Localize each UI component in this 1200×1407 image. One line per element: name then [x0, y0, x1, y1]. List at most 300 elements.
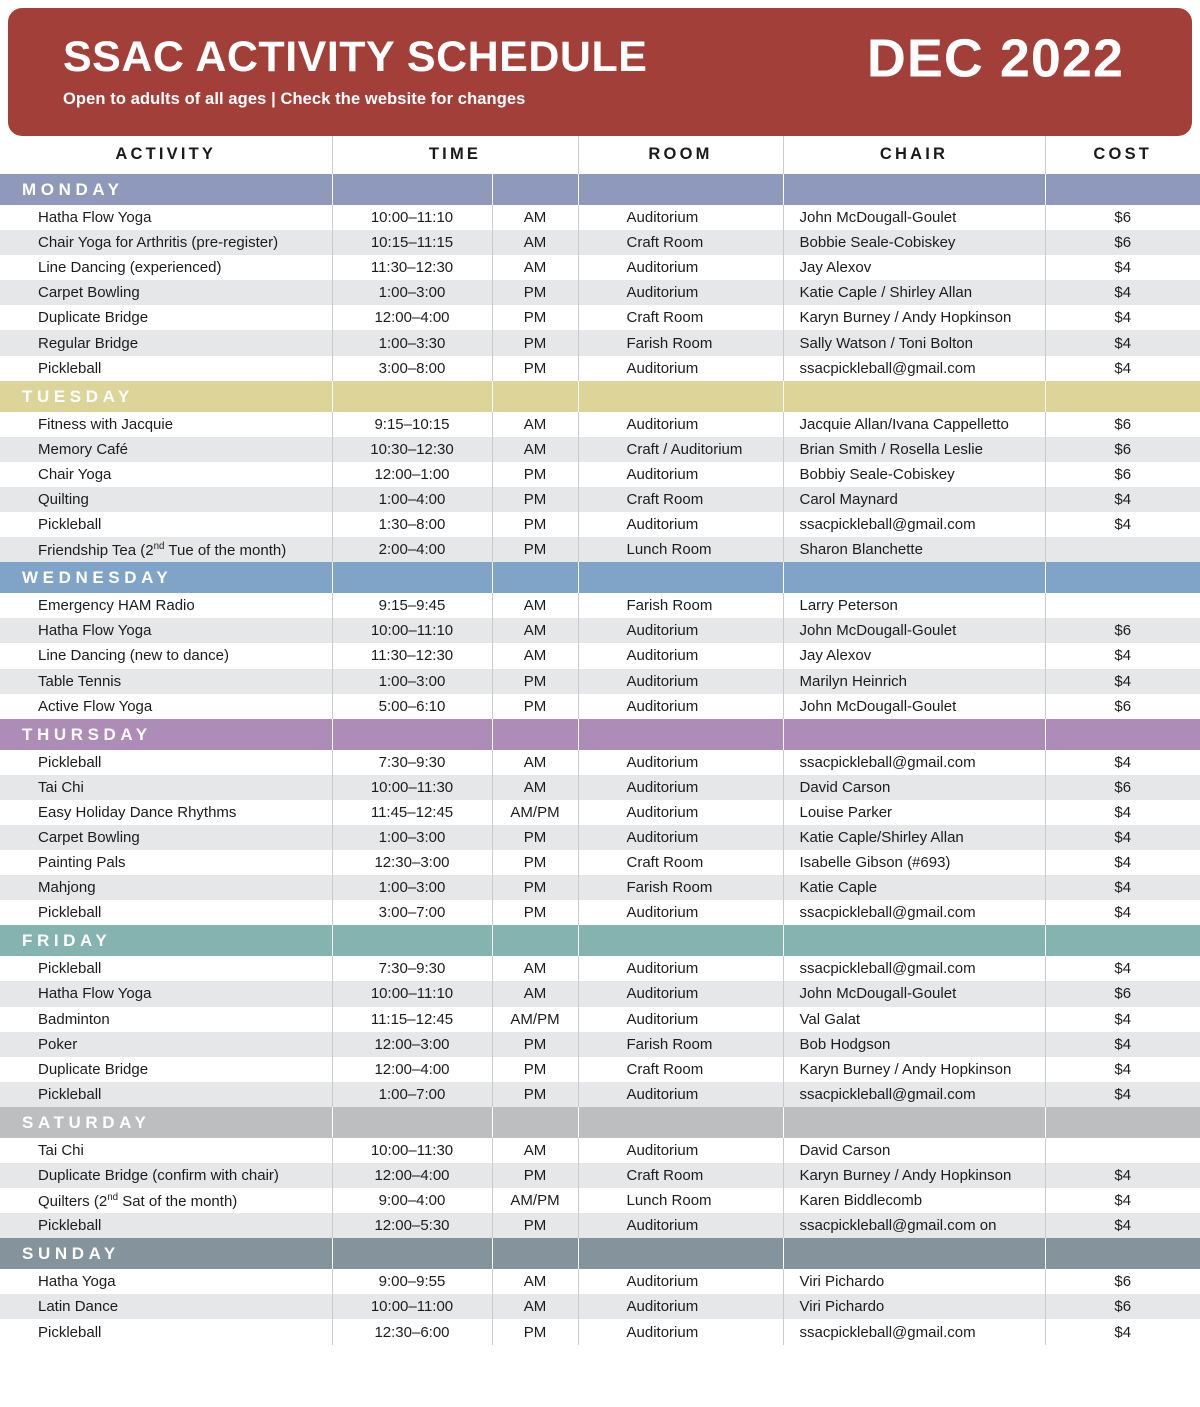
table-row: [0, 280, 1200, 305]
table-row: [0, 512, 1200, 537]
cell-ampm: PM: [492, 1032, 578, 1057]
cell-ampm: PM: [492, 1163, 578, 1188]
cell-activity: Table Tennis: [0, 669, 332, 694]
cell-chair: John McDougall-Goulet: [783, 618, 1045, 643]
cell-time: 12:00–3:00: [332, 1032, 492, 1057]
cell-cost: $4: [1045, 305, 1200, 330]
cell-chair: Karen Biddlecomb: [783, 1188, 1045, 1213]
cell-ampm: AM: [492, 255, 578, 280]
cell-chair: ssacpickleball@gmail.com: [783, 956, 1045, 981]
cell-activity: Pickleball: [0, 1213, 332, 1238]
day-header-filler: [332, 381, 492, 412]
cell-time: 3:00–7:00: [332, 900, 492, 925]
table-row: [0, 255, 1200, 280]
day-header-filler: [783, 719, 1045, 750]
cell-activity: Hatha Flow Yoga: [0, 981, 332, 1006]
cell-activity: Mahjong: [0, 875, 332, 900]
cell-cost: $6: [1045, 775, 1200, 800]
cell-time: 11:30–12:30: [332, 643, 492, 668]
table-row: [0, 900, 1200, 925]
cell-cost: $4: [1045, 825, 1200, 850]
day-header-row: [0, 1107, 1200, 1138]
cell-activity: Regular Bridge: [0, 330, 332, 355]
cell-room: Craft Room: [578, 305, 783, 330]
day-label: SUNDAY: [22, 1244, 120, 1264]
day-header-filler: [492, 1238, 578, 1269]
table-row: [0, 1188, 1200, 1213]
cell-cost: $4: [1045, 643, 1200, 668]
cell-room: Auditorium: [578, 280, 783, 305]
day-header-filler: [492, 381, 578, 412]
cell-room: Craft / Auditorium: [578, 437, 783, 462]
cell-time: 1:00–3:00: [332, 825, 492, 850]
cell-ampm: PM: [492, 850, 578, 875]
activity-schedule-table: [0, 136, 1200, 1345]
table-row: [0, 205, 1200, 230]
cell-activity: Carpet Bowling: [0, 825, 332, 850]
cell-activity: Chair Yoga for Arthritis (pre-register): [0, 230, 332, 255]
cell-activity: Memory Café: [0, 437, 332, 462]
cell-cost: $4: [1045, 1319, 1200, 1344]
day-header-row: [0, 381, 1200, 412]
cell-ampm: PM: [492, 1057, 578, 1082]
day-header-row: [0, 562, 1200, 593]
day-header-filler: [783, 174, 1045, 205]
cell-activity: Badminton: [0, 1007, 332, 1032]
cell-activity: Painting Pals: [0, 850, 332, 875]
cell-activity: Pickleball: [0, 750, 332, 775]
cell-activity: Quilting: [0, 487, 332, 512]
table-row: [0, 437, 1200, 462]
day-name-cell: [0, 1107, 332, 1138]
cell-room: Auditorium: [578, 1294, 783, 1319]
cell-time: 9:15–9:45: [332, 593, 492, 618]
cell-time: 12:00–4:00: [332, 1163, 492, 1188]
table-row: [0, 956, 1200, 981]
cell-activity: Pickleball: [0, 956, 332, 981]
cell-chair: ssacpickleball@gmail.com: [783, 512, 1045, 537]
table-row: [0, 850, 1200, 875]
cell-room: Auditorium: [578, 750, 783, 775]
cell-room: Craft Room: [578, 230, 783, 255]
cell-activity: Friendship Tea (2nd Tue of the month): [0, 537, 332, 562]
cell-ampm: PM: [492, 356, 578, 381]
cell-ampm: AM: [492, 643, 578, 668]
cell-activity: Line Dancing (experienced): [0, 255, 332, 280]
day-header-filler: [492, 174, 578, 205]
cell-ampm: AM: [492, 618, 578, 643]
day-header-filler: [1045, 174, 1200, 205]
day-header-filler: [332, 1238, 492, 1269]
cell-cost: $4: [1045, 875, 1200, 900]
table-row: [0, 230, 1200, 255]
cell-time: 1:00–4:00: [332, 487, 492, 512]
cell-ampm: PM: [492, 462, 578, 487]
cell-ampm: AM: [492, 750, 578, 775]
cell-ampm: PM: [492, 1319, 578, 1344]
cell-time: 10:30–12:30: [332, 437, 492, 462]
cell-ampm: PM: [492, 875, 578, 900]
cell-room: Farish Room: [578, 593, 783, 618]
table-row: [0, 1032, 1200, 1057]
cell-ampm: AM/PM: [492, 1188, 578, 1213]
cell-room: Auditorium: [578, 1269, 783, 1294]
cell-cost: $6: [1045, 618, 1200, 643]
cell-cost: $6: [1045, 437, 1200, 462]
banner-text-block: [8, 35, 647, 108]
cell-cost: $6: [1045, 205, 1200, 230]
cell-ampm: AM: [492, 775, 578, 800]
cell-ampm: AM: [492, 230, 578, 255]
cell-chair: ssacpickleball@gmail.com: [783, 750, 1045, 775]
cell-time: 12:00–5:30: [332, 1213, 492, 1238]
cell-room: Auditorium: [578, 1082, 783, 1107]
cell-chair: David Carson: [783, 1138, 1045, 1163]
cell-ampm: PM: [492, 825, 578, 850]
cell-cost: $4: [1045, 330, 1200, 355]
cell-activity: Hatha Flow Yoga: [0, 205, 332, 230]
cell-activity: Pickleball: [0, 512, 332, 537]
cell-ampm: PM: [492, 280, 578, 305]
day-header-filler: [332, 719, 492, 750]
cell-cost: $4: [1045, 1213, 1200, 1238]
cell-room: Auditorium: [578, 1213, 783, 1238]
cell-chair: Marilyn Heinrich: [783, 669, 1045, 694]
cell-ampm: AM: [492, 981, 578, 1006]
cell-room: Farish Room: [578, 1032, 783, 1057]
cell-chair: ssacpickleball@gmail.com: [783, 900, 1045, 925]
cell-room: Auditorium: [578, 618, 783, 643]
cell-activity: Poker: [0, 1032, 332, 1057]
cell-activity: Line Dancing (new to dance): [0, 643, 332, 668]
table-row: [0, 1007, 1200, 1032]
cell-room: Auditorium: [578, 462, 783, 487]
day-header-filler: [1045, 562, 1200, 593]
table-row: [0, 775, 1200, 800]
cell-time: 2:00–4:00: [332, 537, 492, 562]
day-header-filler: [1045, 925, 1200, 956]
table-row: [0, 412, 1200, 437]
cell-activity: Duplicate Bridge: [0, 1057, 332, 1082]
day-header-filler: [332, 562, 492, 593]
cell-cost: [1045, 593, 1200, 618]
cell-time: 1:30–8:00: [332, 512, 492, 537]
day-name-cell: [0, 1238, 332, 1269]
day-header-filler: [1045, 1238, 1200, 1269]
cell-cost: $4: [1045, 512, 1200, 537]
day-name-cell: [0, 381, 332, 412]
table-row: [0, 875, 1200, 900]
day-header-filler: [492, 562, 578, 593]
cell-activity: Easy Holiday Dance Rhythms: [0, 800, 332, 825]
table-row: [0, 487, 1200, 512]
cell-chair: ssacpickleball@gmail.com: [783, 1319, 1045, 1344]
cell-cost: $4: [1045, 800, 1200, 825]
table-row: [0, 1294, 1200, 1319]
cell-ampm: AM: [492, 956, 578, 981]
cell-activity: Duplicate Bridge: [0, 305, 332, 330]
cell-time: 1:00–7:00: [332, 1082, 492, 1107]
cell-time: 1:00–3:30: [332, 330, 492, 355]
cell-chair: ssacpickleball@gmail.com on: [783, 1213, 1045, 1238]
cell-time: 1:00–3:00: [332, 875, 492, 900]
day-header-filler: [578, 719, 783, 750]
cell-time: 10:15–11:15: [332, 230, 492, 255]
day-header-filler: [1045, 381, 1200, 412]
table-row: [0, 1082, 1200, 1107]
cell-room: Auditorium: [578, 255, 783, 280]
cell-room: Lunch Room: [578, 537, 783, 562]
cell-chair: Val Galat: [783, 1007, 1045, 1032]
cell-ampm: AM/PM: [492, 800, 578, 825]
day-header-filler: [578, 174, 783, 205]
cell-ampm: PM: [492, 900, 578, 925]
cell-cost: $6: [1045, 694, 1200, 719]
cell-room: Auditorium: [578, 412, 783, 437]
cell-room: Auditorium: [578, 825, 783, 850]
cell-chair: Bob Hodgson: [783, 1032, 1045, 1057]
table-row: [0, 593, 1200, 618]
banner-subtitle: Open to adults of all ages | Check the website for changes: [63, 89, 526, 108]
day-header-filler: [492, 719, 578, 750]
day-header-filler: [492, 1107, 578, 1138]
cell-room: Auditorium: [578, 1007, 783, 1032]
day-header-filler: [492, 925, 578, 956]
day-label: WEDNESDAY: [22, 568, 173, 588]
schedule-body: [0, 174, 1200, 1345]
cell-activity: Quilters (2nd Sat of the month): [0, 1188, 332, 1213]
cell-ampm: PM: [492, 305, 578, 330]
cell-room: Auditorium: [578, 900, 783, 925]
table-row: [0, 1057, 1200, 1082]
cell-time: 12:30–3:00: [332, 850, 492, 875]
month-label: DEC 2022: [866, 28, 1124, 89]
cell-time: 10:00–11:00: [332, 1294, 492, 1319]
cell-ampm: AM: [492, 1294, 578, 1319]
day-header-row: [0, 719, 1200, 750]
cell-room: Farish Room: [578, 875, 783, 900]
cell-room: Craft Room: [578, 487, 783, 512]
cell-cost: $6: [1045, 412, 1200, 437]
cell-chair: Karyn Burney / Andy Hopkinson: [783, 305, 1045, 330]
cell-time: 10:00–11:10: [332, 981, 492, 1006]
cell-activity: Hatha Yoga: [0, 1269, 332, 1294]
cell-ampm: AM: [492, 437, 578, 462]
cell-chair: Carol Maynard: [783, 487, 1045, 512]
column-header-room: ROOM: [578, 136, 783, 174]
table-row: [0, 981, 1200, 1006]
table-row: [0, 1269, 1200, 1294]
cell-cost: $4: [1045, 255, 1200, 280]
column-header-activity: ACTIVITY: [0, 136, 332, 174]
day-header-filler: [1045, 1107, 1200, 1138]
cell-chair: Brian Smith / Rosella Leslie: [783, 437, 1045, 462]
day-label: THURSDAY: [22, 724, 152, 744]
cell-cost: $4: [1045, 956, 1200, 981]
table-row: [0, 694, 1200, 719]
table-row: [0, 462, 1200, 487]
cell-ampm: AM: [492, 412, 578, 437]
cell-time: 3:00–8:00: [332, 356, 492, 381]
cell-time: 7:30–9:30: [332, 956, 492, 981]
cell-cost: $4: [1045, 750, 1200, 775]
cell-chair: Viri Pichardo: [783, 1269, 1045, 1294]
cell-room: Auditorium: [578, 800, 783, 825]
day-header-row: [0, 174, 1200, 205]
table-row: [0, 825, 1200, 850]
table-row: [0, 800, 1200, 825]
cell-ampm: PM: [492, 330, 578, 355]
day-label: MONDAY: [22, 180, 124, 199]
cell-time: 5:00–6:10: [332, 694, 492, 719]
cell-activity: Duplicate Bridge (confirm with chair): [0, 1163, 332, 1188]
cell-cost: $6: [1045, 462, 1200, 487]
cell-cost: [1045, 1138, 1200, 1163]
cell-ampm: AM: [492, 205, 578, 230]
day-header-filler: [578, 925, 783, 956]
table-row: [0, 356, 1200, 381]
cell-time: 11:30–12:30: [332, 255, 492, 280]
cell-cost: $6: [1045, 1269, 1200, 1294]
cell-chair: Jay Alexov: [783, 643, 1045, 668]
day-header-row: [0, 925, 1200, 956]
cell-room: Auditorium: [578, 1138, 783, 1163]
cell-room: Craft Room: [578, 1057, 783, 1082]
cell-time: 10:00–11:30: [332, 1138, 492, 1163]
column-header-time: TIME: [332, 136, 578, 174]
cell-ampm: PM: [492, 1213, 578, 1238]
cell-activity: Emergency HAM Radio: [0, 593, 332, 618]
table-row: [0, 1163, 1200, 1188]
cell-time: 7:30–9:30: [332, 750, 492, 775]
day-header-filler: [578, 1238, 783, 1269]
cell-chair: Katie Caple/Shirley Allan: [783, 825, 1045, 850]
table-row: [0, 1213, 1200, 1238]
column-header-chair: CHAIR: [783, 136, 1045, 174]
cell-cost: [1045, 537, 1200, 562]
cell-room: Auditorium: [578, 981, 783, 1006]
cell-chair: Sharon Blanchette: [783, 537, 1045, 562]
table-row: [0, 618, 1200, 643]
day-header-filler: [783, 1238, 1045, 1269]
cell-chair: Louise Parker: [783, 800, 1045, 825]
cell-chair: Viri Pichardo: [783, 1294, 1045, 1319]
day-header-filler: [332, 925, 492, 956]
cell-ampm: PM: [492, 1082, 578, 1107]
cell-chair: ssacpickleball@gmail.com: [783, 1082, 1045, 1107]
cell-activity: Carpet Bowling: [0, 280, 332, 305]
cell-time: 10:00–11:10: [332, 205, 492, 230]
day-name-cell: [0, 925, 332, 956]
day-header-filler: [578, 562, 783, 593]
cell-activity: Tai Chi: [0, 1138, 332, 1163]
table-row: [0, 1138, 1200, 1163]
cell-ampm: PM: [492, 487, 578, 512]
table-row: [0, 669, 1200, 694]
day-name-cell: [0, 562, 332, 593]
day-header-filler: [783, 562, 1045, 593]
cell-chair: Jacquie Allan/Ivana Cappelletto: [783, 412, 1045, 437]
cell-chair: John McDougall-Goulet: [783, 205, 1045, 230]
day-header-filler: [783, 925, 1045, 956]
cell-time: 1:00–3:00: [332, 669, 492, 694]
cell-chair: Sally Watson / Toni Bolton: [783, 330, 1045, 355]
cell-room: Lunch Room: [578, 1188, 783, 1213]
table-row: [0, 643, 1200, 668]
cell-activity: Pickleball: [0, 1082, 332, 1107]
cell-chair: Bobbiy Seale-Cobiskey: [783, 462, 1045, 487]
cell-activity: Pickleball: [0, 900, 332, 925]
cell-ampm: AM/PM: [492, 1007, 578, 1032]
cell-cost: $4: [1045, 1163, 1200, 1188]
cell-chair: Katie Caple: [783, 875, 1045, 900]
day-header-filler: [332, 1107, 492, 1138]
cell-room: Craft Room: [578, 1163, 783, 1188]
cell-chair: Jay Alexov: [783, 255, 1045, 280]
page-title: SSAC ACTIVITY SCHEDULE: [63, 33, 648, 82]
day-header-filler: [1045, 719, 1200, 750]
cell-time: 12:00–4:00: [332, 1057, 492, 1082]
cell-activity: Hatha Flow Yoga: [0, 618, 332, 643]
cell-ampm: PM: [492, 669, 578, 694]
day-header-filler: [783, 1107, 1045, 1138]
cell-activity: Pickleball: [0, 1319, 332, 1344]
day-name-cell: [0, 174, 332, 205]
cell-chair: Isabelle Gibson (#693): [783, 850, 1045, 875]
day-header-filler: [578, 381, 783, 412]
cell-activity: Chair Yoga: [0, 462, 332, 487]
cell-chair: Larry Peterson: [783, 593, 1045, 618]
cell-ampm: PM: [492, 537, 578, 562]
cell-chair: David Carson: [783, 775, 1045, 800]
cell-room: Auditorium: [578, 356, 783, 381]
cell-cost: $6: [1045, 981, 1200, 1006]
cell-room: Auditorium: [578, 643, 783, 668]
cell-cost: $4: [1045, 280, 1200, 305]
cell-cost: $4: [1045, 900, 1200, 925]
cell-time: 11:45–12:45: [332, 800, 492, 825]
schedule-banner: [8, 8, 1192, 136]
cell-room: Auditorium: [578, 1319, 783, 1344]
cell-room: Auditorium: [578, 956, 783, 981]
cell-cost: $4: [1045, 487, 1200, 512]
cell-cost: $4: [1045, 1057, 1200, 1082]
cell-activity: Active Flow Yoga: [0, 694, 332, 719]
cell-chair: Karyn Burney / Andy Hopkinson: [783, 1163, 1045, 1188]
cell-time: 11:15–12:45: [332, 1007, 492, 1032]
table-row: [0, 750, 1200, 775]
cell-time: 9:00–4:00: [332, 1188, 492, 1213]
day-header-filler: [578, 1107, 783, 1138]
cell-ampm: AM: [492, 1138, 578, 1163]
cell-cost: $4: [1045, 669, 1200, 694]
cell-activity: Fitness with Jacquie: [0, 412, 332, 437]
cell-cost: $4: [1045, 1007, 1200, 1032]
cell-room: Auditorium: [578, 694, 783, 719]
cell-chair: Katie Caple / Shirley Allan: [783, 280, 1045, 305]
table-row: [0, 537, 1200, 562]
cell-room: Craft Room: [578, 850, 783, 875]
cell-chair: Bobbie Seale-Cobiskey: [783, 230, 1045, 255]
cell-time: 1:00–3:00: [332, 280, 492, 305]
cell-activity: Pickleball: [0, 356, 332, 381]
cell-cost: $4: [1045, 850, 1200, 875]
day-header-filler: [332, 174, 492, 205]
day-label: TUESDAY: [22, 386, 134, 406]
cell-cost: $6: [1045, 1294, 1200, 1319]
cell-chair: John McDougall-Goulet: [783, 981, 1045, 1006]
cell-room: Auditorium: [578, 775, 783, 800]
